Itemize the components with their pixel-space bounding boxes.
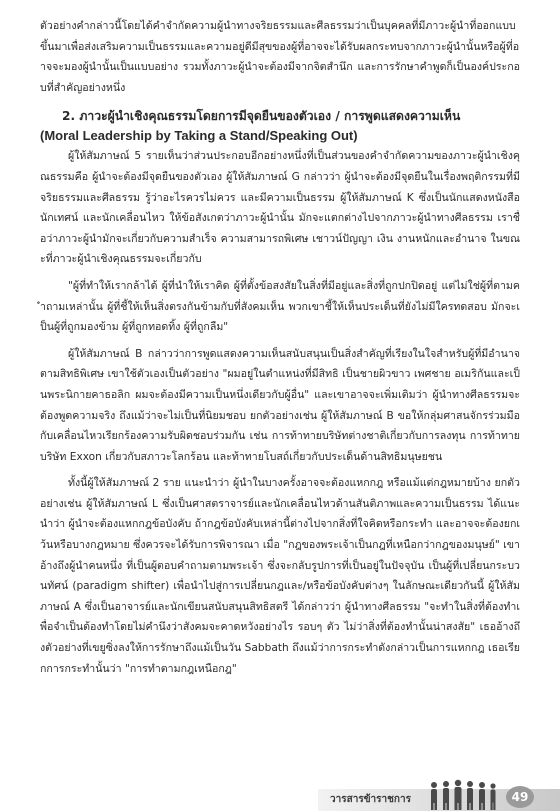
- paragraph-2: ผู้ให้สัมภาษณ์ B กล่าวว่าการพูดแสดงความเห็นสนับสนุนเป็นสิ่งสำคัญที่เรียงในใจสำหรับผู้ที่มีอำนาจตามสิทธิพิเศษ เขาใช้ตัวเองเป็นตัวอย่าง "ผมอยู่ในตำแหน่งที่มีสิทธิ เป็นชายผิวขาว เพศชาย อเมริกันและเป็นพระนิกายคาธอลิก ผมจะต้องมีความเป็นหนึ่งเดียวกับผู้อื่น" และเขาอาจจะเพิ่มเติมว่า ผู้นำทางศีลธรรมจะต้องพูดความจริง ถึงแม้ว่าจะไม่เป็นที่นิยมชอบ ยกตัวอย่างเช่น ผู้ให้สัมภาษณ์ B ขอให้กลุ่มศาสนจักรร่วมมือกับเคลื่อนไหวเรียกร้องความรับผิดชอบร่วมกัน เช่น การท้าทายบริษัทต่างชาติเกี่ยวกับการลงทุน การท้าทายบริษัท Exxon เกี่ยวกับสภาวะโลกร้อน และท้าทายโบสถ์เกี่ยวกับประเด็นด้านสิทธิมนุษยชน: [40, 347, 520, 463]
- journal-name: วารสารข้าราชการ: [330, 794, 411, 805]
- paragraph-1: ผู้ให้สัมภาษณ์ 5 รายเห็นว่าส่วนประกอบอีกอย่างหนึ่งที่เป็นส่วนของคำจำกัดความของภาวะผู้นำเชิงคุณธรรมคือ ผู้นำจะต้องมีจุดยืนของตัวเอง ผู้ให้สัมภาษณ์ G กล่าวว่า ผู้นำจะต้องมีจุดยืนในเรื่องพฤติกรรมที่มีจริยธรรมและศีลธรรม รู้ว่าอะไรควรไม่ควร และมีความเป็นธรรม ผู้ให้สัมภาษณ์ K ซึ่งเป็นนักแสดงหนังสือ นักเทศน์ และนักเคลื่อนไหว ให้ข้อสังเกตว่าภาวะผู้นำนั้น มักจะแตกต่างไปจากภาวะผู้นำทางศีลธรรม เราชื่อว่าภาวะผู้นำมักจะเกี่ยวกับความสำเร็จ ความสามารถพิเศษ เชาวน์ปัญญา เงิน งานหนักและอำนาจ ในขณะที่ภาวะผู้นำเชิงคุณธรรมจะเกี่ยวกับ: [40, 150, 520, 266]
- section-heading-thai: 2. ภาวะผู้นำเชิงคุณธรรมโดยการมีจุดยืนของตัวเอง / การพูดแสดงความเห็น: [62, 109, 461, 124]
- article-body: [40, 16, 520, 679]
- section-heading-english: (Moral Leadership by Taking a Stand/Speaking Out): [40, 128, 358, 144]
- intro-paragraph: ตัวอย่างคำกล่าวนี้โดยได้คำจำกัดความผู้นำทางจริยธรรมและศีลธรรมว่าเป็นบุคคลที่มีภาวะผู้นำที่ออกแบบขึ้นมาเพื่อส่งเสริมความเป็นธรรมและความอยู่ดีมีสุขของผู้ที่อาจจะได้รับผลกระทบจากภาวะผู้นำนั้นหรือผู้ที่อาจจะมองผู้นำนั้นเป็นแบบอย่าง รวมทั้งภาวะผู้นำจะต้องมีจากจิตสำนึก และการรักษาคำพูดก็เป็นองค์ประกอบที่สำคัญอย่างหนึ่ง: [40, 20, 520, 94]
- page-number: 49: [506, 786, 534, 808]
- page-footer: [0, 771, 560, 812]
- people-silhouettes-icon: [428, 777, 498, 811]
- paragraph-3: ทั้งนี้ผู้ให้สัมภาษณ์ 2 ราย แนะนำว่า ผู้นำในบางครั้งอาจจะต้องแหกกฎ หรือแม้แต่กฎหมายบ้าง ยกตัวอย่างเช่น ผู้ให้สัมภาษณ์ L ซึ่งเป็นศาสตราจารย์และนักเคลื่อนไหวด้านสันติภาพและความเป็นธรรม ได้แนะนำว่า ผู้นำจะต้องแหกกฎข้อบังคับ ถ้ากฎข้อบังคับเหล่านี้ต่างไปจากสิ่งที่ใจคิดหรือกระทำ และอาจจะต้องยกเว้นหรือบางกฎหมาย ซึ่งควรจะได้รับการพิจารณา เมื่อ "กฎของพระเจ้าเป็นกฎที่เหนือกว่ากฎของมนุษย์" เขาอ้างถึงผู้นำคนหนึ่ง ที่เป็นผู้ตอบคำถามตามพระเจ้า ซึ่งจะกลับรูปการที่เป็นอยู่ในปัจจุบัน เป็นผู้ที่เปลี่ยนกระบวนทัศน์ (paradigm shifter) เพื่อนำไปสู่การเปลี่ยนกฎและ/หรือข้อบังคับต่างๆ ในลักษณะเดียวกันนี้ ผู้ให้สัมภาษณ์ A ซึ่งเป็นอาจารย์และนักเขียนสนับสนุนสิทธิสตรี ได้กล่าวว่า ผู้นำทางศีลธรรม "จะทำในสิ่งที่ต้องทำเพื่อจำเป็นต้องทำโดยไม่คำนึงว่าสังคมจะคาดหวังอย่างไร รอบๆ ตัว ไม่ว่าสิ่งที่ต้องทำนั้นน่าสงสัย" เธออ้างถึงตัวอย่างที่เขยูซิ่งลงให้การรักษาถึงแม้เป็นวัน Sabbath ถึงแม้ว่าการกระทำดังกล่าวเป็นการแหกกฎ เธอเรียกการกระทำนั้นว่า "การทำตามกฎเหนือกฎ": [40, 477, 520, 675]
- block-quote: "ผู้ที่ทำให้เรากล้าได้ ผู้ที่นำให้เราคิด ผู้ที่ตั้งข้อสงสัยในสิ่งที่มีอยู่และสิ่งที่ถูกปกปิดอยู่ แต่ไม่ใช่ผู้ที่ตามคำถามเหล่านั้น ผู้ที่ชี้ให้เห็นสิ่งตรงกันข้ามกับที่สังคมเห็น พวกเขาชี้ให้เห็นประเด็นที่ยังไม่มีใครทดสอบ มักจะเป็นผู้ที่ถูกมองข้าม ผู้ที่ถูกทอดทิ้ง ผู้ที่ถูกลืม": [40, 279, 520, 334]
